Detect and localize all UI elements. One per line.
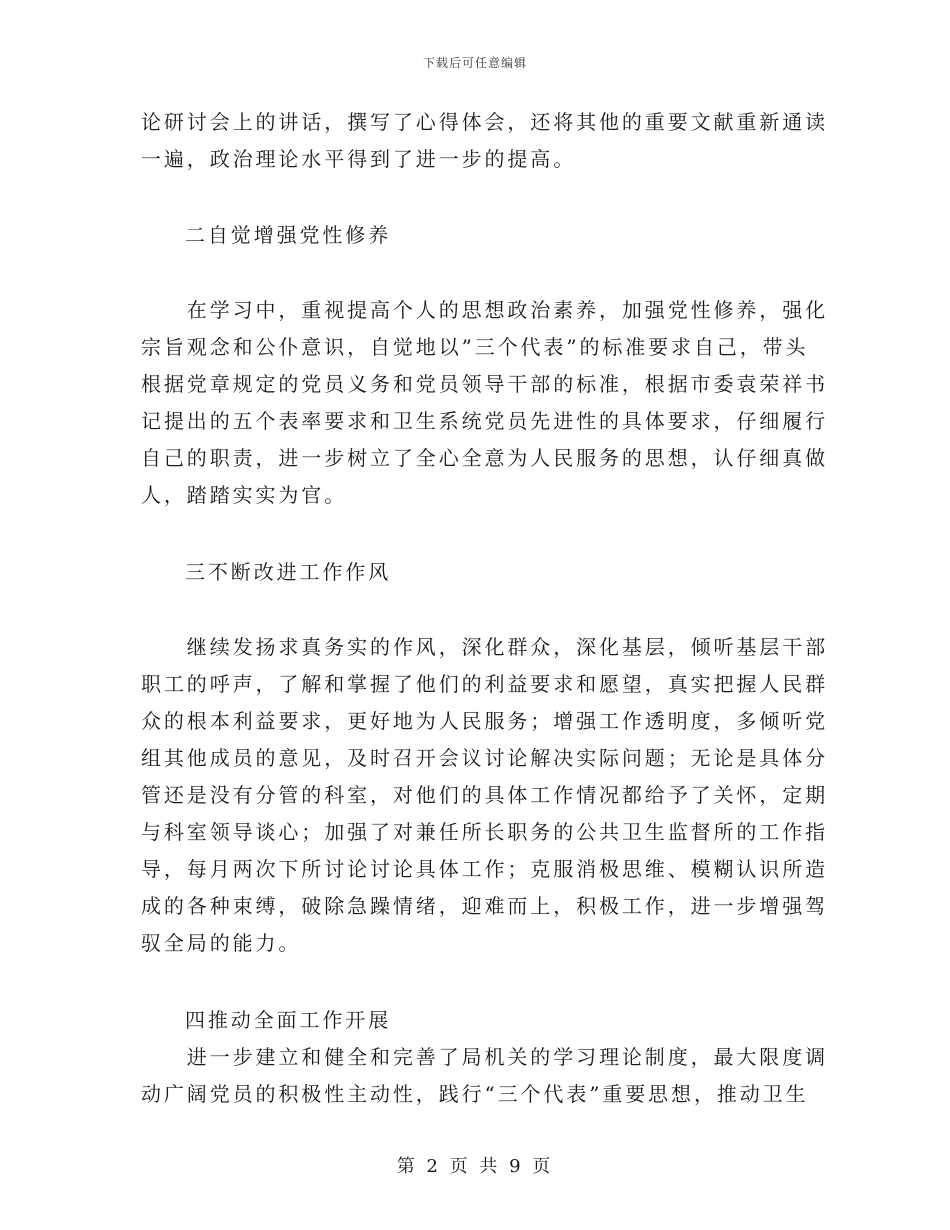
section-heading-4: 四推动全面工作开展 [185, 1008, 392, 1032]
paragraph-line: 继续发扬求真务实的作风，深化群众，深化基层，倾听基层干部 [141, 635, 828, 659]
paragraph-line: 进一步建立和健全和完善了局机关的学习理论制度，最大限度调 [141, 1045, 828, 1069]
document-body [141, 104, 828, 1113]
section-3-paragraph [141, 629, 828, 962]
paragraph-line: 论研讨会上的讲话，撰写了心得体会，还将其他的重要文献重新通读 [141, 110, 828, 134]
paragraph-line: 与科室领导谈心；加强了对兼任所长职务的公共卫生监督所的工作指 [141, 820, 828, 844]
paragraph-line: 一遍，政治理论水平得到了进一步的提高。 [141, 147, 577, 171]
page-number: 第 2 页 共 9 页 [396, 1156, 554, 1177]
paragraph-line: 根据党章规定的党员义务和党员领导干部的标准，根据市委袁荣祥书 [141, 372, 828, 396]
section-4-paragraph [141, 1039, 828, 1113]
paragraph-line: 记提出的五个表率要求和卫生系统党员先进性的具体要求，仔细履行 [141, 409, 828, 433]
paragraph-line: 宗旨观念和公仆意识，自觉地以”三个代表”的标准要求自己，带头 [141, 335, 809, 359]
paragraph-line: 自己的职责，进一步树立了全心全意为人民服务的思想，认仔细真做 [141, 446, 828, 470]
paragraph-line: 动广阔党员的积极性主动性，践行“三个代表”重要思想，推动卫生 [141, 1082, 809, 1106]
paragraph-line: 众的根本利益要求，更好地为人民服务；增强工作透明度，多倾听党 [141, 709, 828, 733]
intro-paragraph [141, 104, 828, 178]
paragraph-line: 组其他成员的意见，及时召开会议讨论解决实际问题；无论是具体分 [141, 746, 828, 770]
section-heading-2: 二自觉增强党性修养 [185, 223, 392, 247]
paragraph-line: 成的各种束缚，破除急躁情绪，迎难而上，积极工作，进一步增强驾 [141, 894, 828, 918]
paragraph-line: 在学习中，重视提高个人的思想政治素养，加强党性修养，强化 [141, 298, 828, 322]
section-heading-3: 三不断改进工作作风 [185, 560, 392, 584]
header-note: 下载后可任意编辑 [422, 56, 527, 70]
paragraph-line: 驭全局的能力。 [141, 931, 302, 955]
paragraph-line: 人，踏踏实实为官。 [141, 483, 348, 507]
section-2-paragraph [141, 292, 828, 514]
paragraph-line: 导，每月两次下所讨论讨论具体工作；克服消极思维、模糊认识所造 [141, 857, 828, 881]
paragraph-line: 管还是没有分管的科室，对他们的具体工作情况都给予了关怀，定期 [141, 783, 828, 807]
paragraph-line: 职工的呼声，了解和掌握了他们的利益要求和愿望，真实把握人民群 [141, 672, 828, 696]
